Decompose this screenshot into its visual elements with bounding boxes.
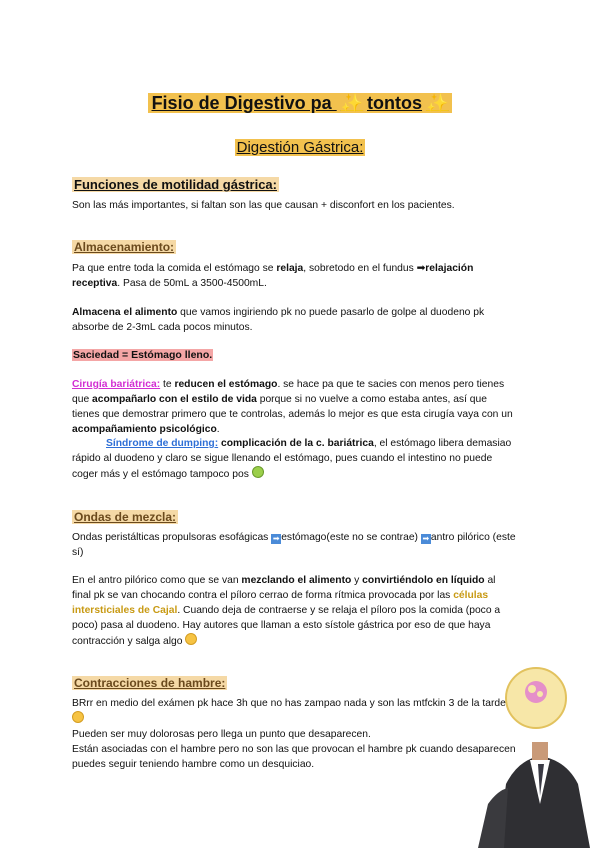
section-heading-mezcla: Ondas de mezcla: <box>74 510 177 524</box>
sparkles-icon: ✨ <box>340 93 364 113</box>
nauseated-face-icon <box>252 466 264 478</box>
paragraph-dumping: Síndrome de dumping: complicación de la c. bariátrica, el estómago libera demasiao rápido al duodeno y claro se sigue llenando el estómago, pues cuando el intestino no puede coger más y el estómago tampoco pos <box>72 438 512 480</box>
paragraph-hambre: BRrr en medio del exámen pk hace 3h que no has zampao nada y son las mtfckin 3 de la tarde Pueden ser muy dolorosas pero llega un punto que desaparecen. Están asociadas con el hambre pero no son las que provocan el hambre pk cuando desaparecen puedes seguir teniendo hambre como un desquiciao. <box>72 698 516 770</box>
paragraph-almacena: Almacena el alimento que vamos ingiriendo pk no puede pasarlo de golpe al duodeno pk absorbe de 2-3mL cada pocos minutos. <box>72 307 485 333</box>
section-heading-almacenamiento: Almacenamiento: <box>74 240 175 254</box>
paragraph-ondas: Ondas peristálticas propulsoras esofágicas ➡ estómago(este no se contrae) ➡ antro pilórico (este sí) <box>72 532 516 558</box>
section-heading-motilidad: Funciones de motilidad gástrica: <box>74 177 277 192</box>
page-title: Fisio de Digestivo pa ✨ tontos ✨ <box>0 93 600 114</box>
paragraph-motilidad: Son las más importantes, si faltan son las que causan + disconfort en los pacientes. <box>72 200 455 211</box>
arrow-right-box-icon: ➡ <box>422 534 430 543</box>
paragraph-relajacion: Pa que entre toda la comida el estómago se relaja, sobretodo en el fundus ➡relajación receptiva. Pasa de 50mL a 3500-4500mL. <box>72 263 474 289</box>
paragraph-cirugia-bariatrica: Cirugía bariátrica: te reducen el estómago. se hace pa que te sacies con menos pero tienes que acompañarlo con el estilo de vida porque si no vuelve a como estaba antes, así que tienes que demostrar primero que te controlas, además lo mejor es que esta cirugía vaya con un acompañamiento psicológico. <box>72 379 513 435</box>
thinking-face-icon <box>185 633 197 645</box>
tired-face-icon <box>72 711 84 723</box>
saciedad-highlight: Saciedad = Estómago lleno. <box>73 349 213 361</box>
sparkles-icon: ✨ <box>426 93 449 113</box>
sindrome-dumping-link[interactable]: Síndrome de dumping: <box>106 438 219 449</box>
page-subtitle: Digestión Gástrica: <box>236 139 364 156</box>
paragraph-antro-pilorico: En el antro pilórico como que se van mezclando el alimento y convirtiéndolo en líquido al final pk se van chocando contra el píloro cerrao de forma rítmica provocada por las células intersticiales de Cajal. Cuando deja de contraerse y se relaja el píloro pos la comida (poco a poco) pasa al duodeno. Hay autores que llaman a esto sístole gástrica por eso de que haya contracción y salga algo <box>72 575 501 647</box>
businessman-with-ball-head-illustration <box>478 664 600 848</box>
arrow-right-icon: ➡ <box>416 263 426 274</box>
arrow-right-box-icon: ➡ <box>272 534 280 543</box>
cirugia-bariatrica-link[interactable]: Cirugía bariátrica: <box>72 379 161 390</box>
section-heading-hambre: Contracciones de hambre: <box>74 676 226 690</box>
